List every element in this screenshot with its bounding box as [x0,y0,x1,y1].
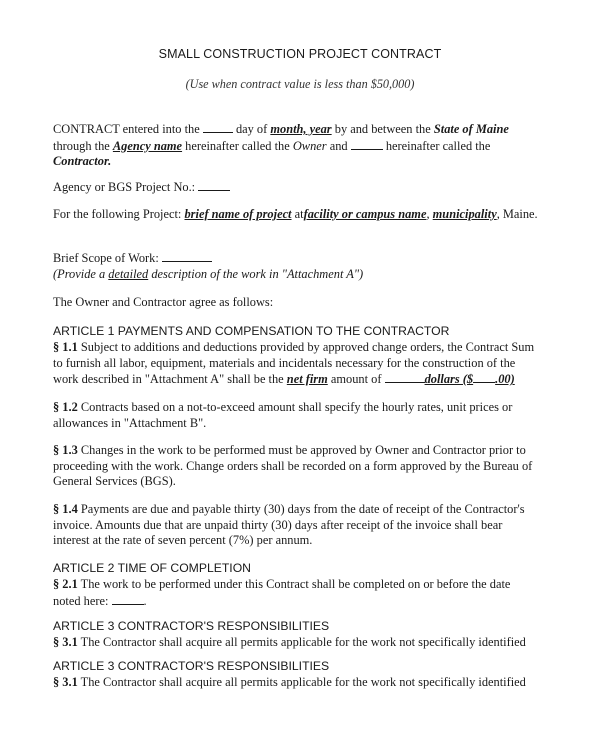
dollars-field: dollars ($ [424,372,474,387]
section-text: The Contractor shall acquire all permits applicable for the work not specifically identified [80,675,526,689]
contractor-name-blank [351,138,383,150]
project-name-field: brief name of project [184,207,292,221]
section-text: Subject to additions and deductions provided by approved change orders, the Contract Sum [80,340,535,354]
scope-paragraph [53,250,553,282]
section-text: work described in "Attachment A" shall be the [53,372,284,387]
section-1-2 [53,400,553,431]
agree-line: The Owner and Contractor agree as follows: [53,295,274,309]
intro-text: through the [53,138,110,153]
section-text: amount of [330,372,382,387]
article-3-heading-repeat: ARTICLE 3 CONTRACTOR'S RESPONSIBILITIES [53,659,330,673]
section-1-3 [53,443,553,490]
intro-text: and [329,138,348,153]
facility-field: facility or campus name [303,207,427,221]
section-number: § 2.1 [53,577,78,591]
section-text: . [143,593,147,608]
intro-text: by and between the [334,122,431,136]
section-number: § 1.1 [53,340,78,354]
agency-project-label: Agency or BGS Project No.: [53,180,196,194]
section-text: Contracts based on a not-to-exceed amount shall specify the hourly rates, unit prices or [80,400,513,414]
document-subtitle: (Use when contract value is less than $50,000) [185,77,415,91]
section-text: noted here: [53,593,109,608]
section-1-4 [53,502,553,549]
article-3-heading: ARTICLE 3 CONTRACTOR'S RESPONSIBILITIES [53,619,330,633]
contractor-term: Contractor. [53,154,112,169]
amount-number-blank [473,371,495,383]
scope-blank [162,250,212,262]
intro-text: day of [235,122,268,136]
detailed-word: detailed [108,266,149,281]
section-3-1-repeat [53,675,553,691]
article-2-heading: ARTICLE 2 TIME OF COMPLETION [53,561,251,575]
intro-text: CONTRACT entered into the [53,122,200,136]
intro-paragraph [53,121,553,170]
section-text: proceeding with the work. Change orders shall be recorded on a form approved by the Bureau of [53,458,533,473]
scope-text: (Provide a [53,266,106,281]
section-text: The Contractor shall acquire all permits applicable for the work not specifically identified [80,635,526,649]
section-number: § 3.1 [53,635,78,649]
document-title: SMALL CONSTRUCTION PROJECT CONTRACT [158,47,442,61]
section-text: Payments are due and payable thirty (30) days from the date of receipt of the Contractor's [80,502,525,516]
project-text: For the following Project: [53,207,182,221]
section-text: interest at the rate of seven percent (7%) per annum. [53,533,313,548]
section-text: Changes in the work to be performed must be approved by Owner and Contractor prior to [80,443,526,457]
section-number: § 1.2 [53,400,78,414]
owner-term: Owner [292,138,327,153]
municipality-field: municipality [432,207,497,221]
section-text: to furnish all labor, equipment, materials and incidentals necessary for the construction of the [53,355,516,370]
month-year-field: month, year [270,122,332,136]
section-1-1 [53,340,553,388]
day-blank [203,121,233,133]
project-text: , [426,207,430,221]
section-text: allowances in "Attachment B". [53,415,207,430]
section-text: invoice. Amounts due that are unpaid thirty (30) days after receipt of the invoice shall bear [53,517,503,532]
state-name: State of Maine [433,122,509,136]
scope-label: Brief Scope of Work: [53,251,159,265]
project-number-blank [198,179,230,191]
section-number: § 1.3 [53,443,78,457]
section-text: The work to be performed under this Contract shall be completed on or before the date [80,577,511,591]
article-1-heading: ARTICLE 1 PAYMENTS AND COMPENSATION TO THE CONTRACTOR [53,324,450,338]
net-firm-term: net firm [286,372,328,387]
agency-project-line [53,179,553,196]
intro-text: hereinafter called the [185,138,290,153]
section-3-1 [53,635,553,651]
project-paragraph [53,207,553,223]
completion-date-blank [112,593,144,605]
amount-words-blank [385,371,425,383]
section-2-1 [53,577,553,609]
intro-text: hereinafter called the [385,138,491,153]
section-text: General Services (BGS). [53,474,176,489]
cents-field: .00) [495,372,515,387]
project-text: at [294,207,304,221]
section-number: § 1.4 [53,502,78,516]
section-number: § 3.1 [53,675,78,689]
scope-text: description of the work in "Attachment A") [151,266,364,281]
agency-name-field: Agency name [112,138,183,153]
project-text: , Maine. [496,207,538,221]
